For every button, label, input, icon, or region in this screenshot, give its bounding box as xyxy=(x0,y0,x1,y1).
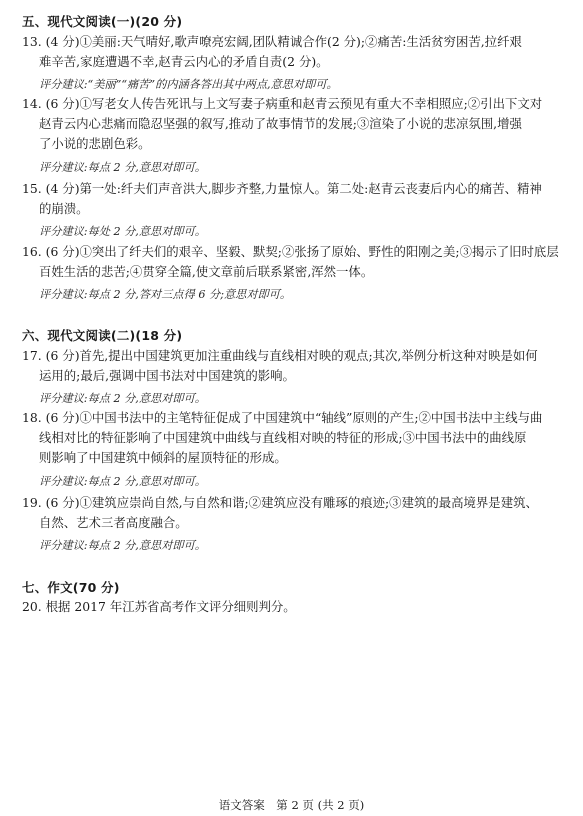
answer-line: 则影响了中国建筑中倾斜的屋顶特征的形成。 xyxy=(39,450,287,465)
answer-line: 18. (6 分)①中国书法中的主笔特征促成了中国建筑中“轴线”原则的产生;②中国书法中主线与曲 xyxy=(22,410,543,425)
answer-line: 运用的;最后,强调中国书法对中国建筑的影响。 xyxy=(39,368,295,383)
answer-line: 13. (4 分)①美丽:天气晴好,歌声嘹亮宏阔,团队精诚合作(2 分);②痛苦:生活贫穷困苦,拉纤艰 xyxy=(22,34,522,49)
answer-line: 线相对比的特征影响了中国建筑中曲线与直线相对映的特征的形成;③中国书法中的曲线原 xyxy=(39,430,527,445)
scoring-note: 评分建议:每点 2 分,意思对即可。 xyxy=(39,161,206,174)
scoring-note: 评分建议:每点 2 分,答对三点得 6 分;意思对即可。 xyxy=(39,288,292,301)
answer-line: 15. (4 分)第一处:纤夫们声音洪大,脚步齐整,力量惊人。第二处:赵青云丧妻后内心的痛苦、精神 xyxy=(22,181,542,196)
scoring-note: 评分建议:每点 2 分,意思对即可。 xyxy=(39,539,206,552)
answer-line: 的崩溃。 xyxy=(39,201,89,216)
answer-line: 难辛苦,家庭遭遇不幸,赵青云内心的矛盾自责(2 分)。 xyxy=(39,54,329,69)
answer-line: 自然、艺术三者高度融合。 xyxy=(39,515,188,530)
answer-line: 20. 根据 2017 年江苏省高考作文评分细则判分。 xyxy=(22,599,296,614)
answer-line: 了小说的悲剧色彩。 xyxy=(39,136,151,151)
answer-line: 百姓生活的悲苦;④贯穿全篇,使文章前后联系紧密,浑然一体。 xyxy=(39,264,374,279)
answer-line: 14. (6 分)①写老女人传告死讯与上文写妻子病重和赵青云预见有重大不幸相照应;②引出下文对 xyxy=(22,96,543,111)
scoring-note: 评分建议:每点 2 分,意思对即可。 xyxy=(39,475,206,488)
answer-line: 19. (6 分)①建筑应崇尚自然,与自然和谐;②建筑应没有雕琢的痕迹;③建筑的最高境界是建筑、 xyxy=(22,495,538,510)
scoring-note: 评分建议:每处 2 分,意思对即可。 xyxy=(39,225,206,238)
section-title-reading-2: 六、现代文阅读(二)(18 分) xyxy=(22,328,183,343)
answer-line: 17. (6 分)首先,提出中国建筑更加注重曲线与直线相对映的观点;其次,举例分析这种对映是如何 xyxy=(22,348,538,363)
page-footer: 语文答案 第 2 页 (共 2 页) xyxy=(218,798,365,812)
answer-line: 赵青云内心悲痛而隐忍坚强的叙写,推动了故事情节的发展;③渲染了小说的悲凉氛围,增强 xyxy=(39,116,522,131)
scoring-note: 评分建议:每点 2 分,意思对即可。 xyxy=(39,392,206,405)
answer-line: 16. (6 分)①突出了纤夫们的艰辛、坚毅、默契;②张扬了原始、野性的阳刚之美;③揭示了旧时底层 xyxy=(22,244,559,259)
section-title-reading-1: 五、现代文阅读(一)(20 分) xyxy=(22,14,183,29)
scoring-note: 评分建议:“美丽”“痛苦”的内涵各答出其中两点,意思对即可。 xyxy=(39,78,338,91)
section-title-essay: 七、作文(70 分) xyxy=(22,580,120,595)
